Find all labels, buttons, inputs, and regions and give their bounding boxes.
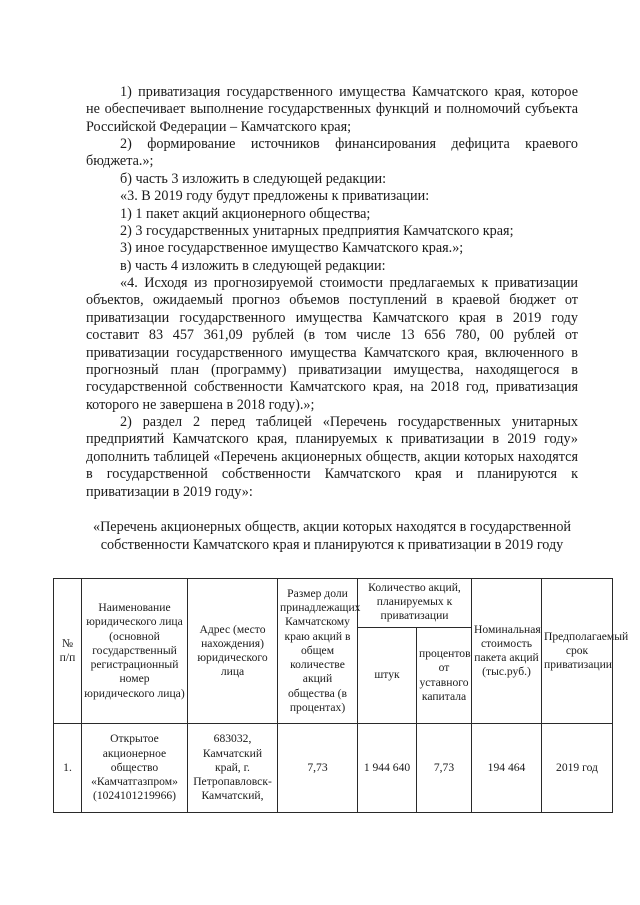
cell-qty-pct: 7,73: [417, 724, 472, 813]
cell-name: Открытое акционерное общество «Камчатгазпром» (1024101219966): [82, 724, 188, 813]
header-qty-pcs: штук: [358, 628, 417, 724]
list-item-2: 2) 3 государственных унитарных предприятия Камчатского края;: [120, 223, 514, 239]
paragraph-section-2: 2) раздел 2 перед таблицей «Перечень государственных унитарных предприятий Камчатского края, планируемых к приватизации в 2019 году» дополнить таблицей «Перечень акционерных обществ, акции которых находятся в государственной собственности Камчатского края и планируются к приватизации в 2019 году»:: [86, 414, 578, 500]
header-nominal: Номинальная стоимость пакета акций (тыс.руб.): [472, 579, 542, 724]
paragraph-point-3: «3. В 2019 году будут предложены к приватизации:: [120, 188, 430, 204]
paragraph-item-1: 1) приватизация государственного имущества Камчатского края, которое не обеспечивает выполнение государственных функций и полномочий субъекта Российской Федерации – Камчатского края;: [86, 84, 578, 135]
header-share: Размер доли принадлежащих Камчатскому краю акций в общем количестве акций общества (в процентах): [278, 579, 358, 724]
header-term: Предполагаемый срок приватизации: [542, 579, 613, 724]
cell-share: 7,73: [278, 724, 358, 813]
header-num: № п/п: [54, 579, 82, 724]
cell-address: 683032, Камчатский край, г. Петропавловск-Камчатский,: [188, 724, 278, 813]
cell-term: 2019 год: [542, 724, 613, 813]
header-name: Наименование юридического лица (основной государственный регистрационный номер юридического лица): [82, 579, 188, 724]
cell-num: 1.: [54, 724, 82, 813]
table-header-row: [54, 579, 613, 628]
cell-qty-pcs: 1 944 640: [358, 724, 417, 813]
paragraph-part-3: б) часть 3 изложить в следующей редакции:: [120, 171, 387, 187]
list-item-3: 3) иное государственное имущество Камчатского края.»;: [120, 240, 464, 256]
cell-nominal: 194 464: [472, 724, 542, 813]
list-item-1: 1) 1 пакет акций акционерного общества;: [120, 206, 371, 222]
header-qty-pct: процентов от уставного капитала: [417, 628, 472, 724]
header-address: Адрес (место нахождения) юридического лица: [188, 579, 278, 724]
paragraph-point-4: «4. Исходя из прогнозируемой стоимости предлагаемых к приватизации объектов, ожидаемый прогноз объемов поступлений в краевой бюджет от приватизации государственного имущества Камчатского края в 2019 году составит 83 457 361,09 рублей (в том числе 13 656 780, 00 рублей от приватизации государственного имущества Камчатского края, включенного в прогнозный план (программу) приватизации имущества, находящегося в государственной собственности Камчатского края, на 2018 год, приватизация которого не завершена в 2018 году).»;: [86, 275, 578, 413]
paragraph-part-4: в) часть 4 изложить в следующей редакции:: [120, 258, 386, 274]
paragraph-item-2: 2) формирование источников финансирования дефицита краевого бюджета.»;: [86, 136, 578, 170]
table-row: [54, 724, 613, 813]
table-caption: «Перечень акционерных обществ, акции которых находятся в государственной собственности Камчатского края и планируются к приватизации в 2019 году: [92, 519, 572, 553]
header-qty-group: Количество акций, планируемых к приватизации: [358, 579, 472, 628]
shares-table: [53, 578, 629, 813]
